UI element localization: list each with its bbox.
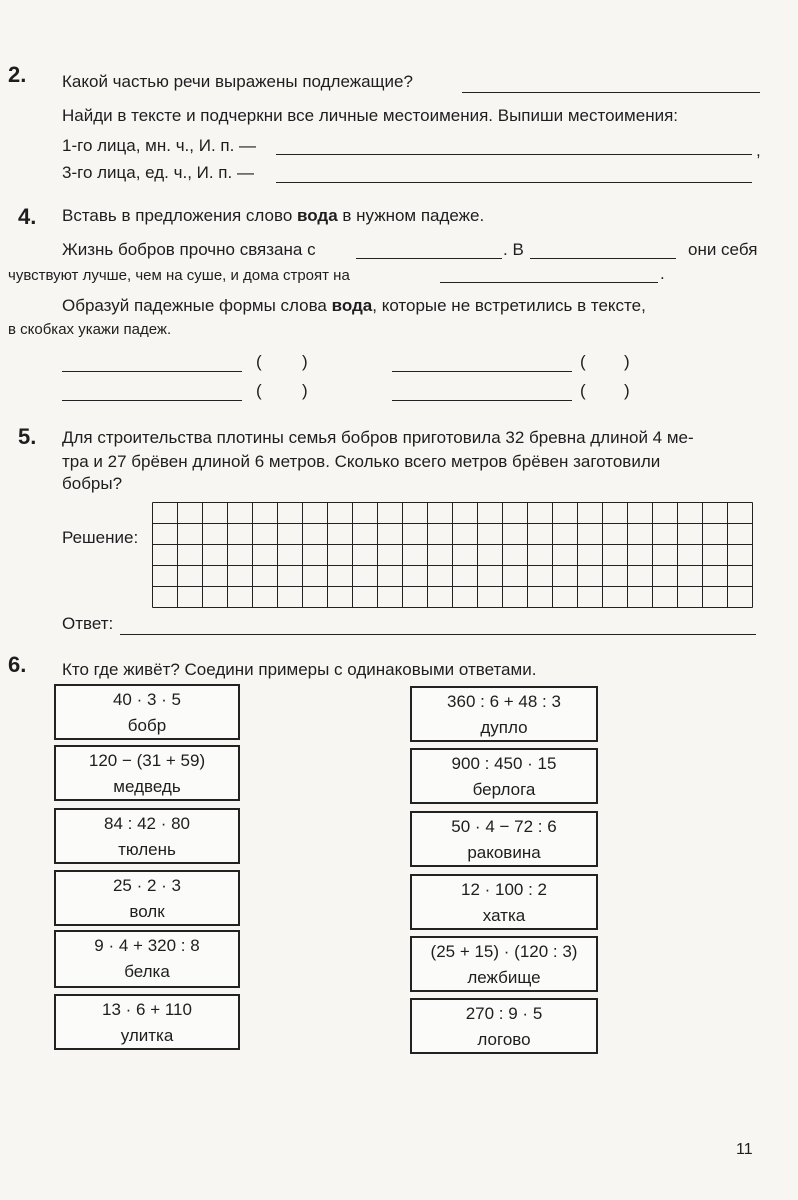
left-card-wolf[interactable] [54,870,240,926]
task4-paren-open-2: ( [580,352,586,371]
right-card-expression: 270 : 9 · 5 [465,1004,543,1023]
left-card-expression: 40 · 3 · 5 [112,690,182,709]
task6-number: 6. [8,652,27,677]
task4-sentence1-a: Жизнь бобров прочно связана с [62,240,316,259]
task4-paren-close-2: ) [624,352,630,371]
right-card-den[interactable] [410,748,598,804]
task5-answer-line[interactable] [120,634,756,635]
task4-form-line-2[interactable] [392,371,572,372]
task5-line-3: бобры? [62,474,123,493]
task5-number: 5. [18,424,37,449]
task4-form-instruction: Образуй падежные формы слова вода, которые не встретились в тексте, [62,296,646,315]
task4-paren-open-3: ( [256,381,262,400]
task2-row1-label: 1-го лица, мн. ч., И. п. — [62,136,257,155]
task2-answer-line-1[interactable] [462,92,760,93]
task4-blank-1[interactable] [356,258,502,259]
task2-question-1: Какой частью речи выражены подлежащие? [62,72,413,91]
task4-form-line-4[interactable] [392,400,572,401]
left-card-expression: 9 · 4 + 320 : 8 [94,936,200,955]
task4-form-line-1[interactable] [62,371,242,372]
right-card-lair[interactable] [410,998,598,1054]
right-card-expression: 50 · 4 − 72 : 6 [451,817,557,836]
left-card-animal: медведь [113,777,181,796]
left-card-squirrel[interactable] [54,930,240,988]
task4-intro-word: вода [297,206,338,225]
task4-form-instruction-2: в скобках укажи падеж. [8,321,172,338]
task4-intro: Вставь в предложения слово вода в нужном падеже. [62,206,485,225]
task4-number: 4. [18,204,37,229]
task2-row2-label: 3-го лица, ед. ч., И. п. — [62,163,254,182]
task4-blank-2[interactable] [530,258,676,259]
right-card-lodge[interactable] [410,874,598,930]
task4-sentence2: чувствуют лучше, чем на суше, и дома строят на [8,267,350,284]
task2-question-2: Найди в тексте и подчеркни все личные местоимения. Выпиши местоимения: [62,106,679,125]
task5-solution-label: Решение: [62,528,139,547]
task2-row2-line[interactable] [276,182,752,183]
left-card-animal: улитка [120,1026,174,1045]
task5-line-1: Для строительства плотины семья бобров приготовила 32 бревна длиной 4 ме- [62,428,694,447]
left-card-animal: белка [124,962,170,981]
right-card-expression: 900 : 450 · 15 [451,754,557,773]
right-card-home: берлога [472,780,536,799]
right-card-home: раковина [467,843,541,862]
task4-sentence1-b: . В [503,240,524,259]
task2-number: 2. [8,62,27,87]
task4-paren-close-4: ) [624,381,630,400]
right-card-hollow[interactable] [410,686,598,742]
task4-blank-3[interactable] [440,282,658,283]
task4-paren-open-4: ( [580,381,586,400]
left-card-seal[interactable] [54,808,240,864]
task4-form-line-3[interactable] [62,400,242,401]
task2-row1-comma: , [756,141,761,160]
right-card-rookery[interactable] [410,936,598,992]
left-card-expression: 25 · 2 · 3 [112,876,182,895]
task2-row1-line[interactable] [276,154,752,155]
task6-title: Кто где живёт? Соедини примеры с одинаковыми ответами. [62,660,537,679]
task4-form-word: вода [331,296,373,315]
left-card-snail[interactable] [54,994,240,1050]
task4-paren-open-1: ( [256,352,262,371]
right-card-home: хатка [482,906,526,925]
left-card-animal: волк [129,902,165,921]
left-card-beaver[interactable] [54,684,240,740]
right-card-shell[interactable] [410,811,598,867]
right-card-expression: (25 + 15) · (120 : 3) [430,942,578,961]
left-card-expression: 13 · 6 + 110 [102,1000,192,1019]
task4-paren-close-1: ) [302,352,308,371]
right-card-home: лежбище [467,968,541,987]
task5-solution-grid[interactable] [152,502,758,610]
task4-sentence1-c: они себя [688,240,758,259]
right-card-expression: 12 · 100 : 2 [460,880,547,899]
right-card-home: логово [477,1030,531,1049]
task4-paren-close-3: ) [302,381,308,400]
left-card-expression: 84 : 42 · 80 [103,814,190,833]
task5-line-2: тра и 27 брёвен длиной 6 метров. Сколько всего метров брёвен заготовили [62,452,661,471]
left-card-bear[interactable] [54,745,240,801]
right-card-home: дупло [480,718,528,737]
task5-answer-label: Ответ: [62,614,114,633]
right-card-expression: 360 : 6 + 48 : 3 [447,692,561,711]
left-card-animal: бобр [127,716,167,735]
left-card-expression: 120 − (31 + 59) [88,751,206,770]
left-card-animal: тюлень [118,840,176,859]
task4-sentence2-end: . [660,264,665,283]
page-number: 11 [736,1141,753,1158]
